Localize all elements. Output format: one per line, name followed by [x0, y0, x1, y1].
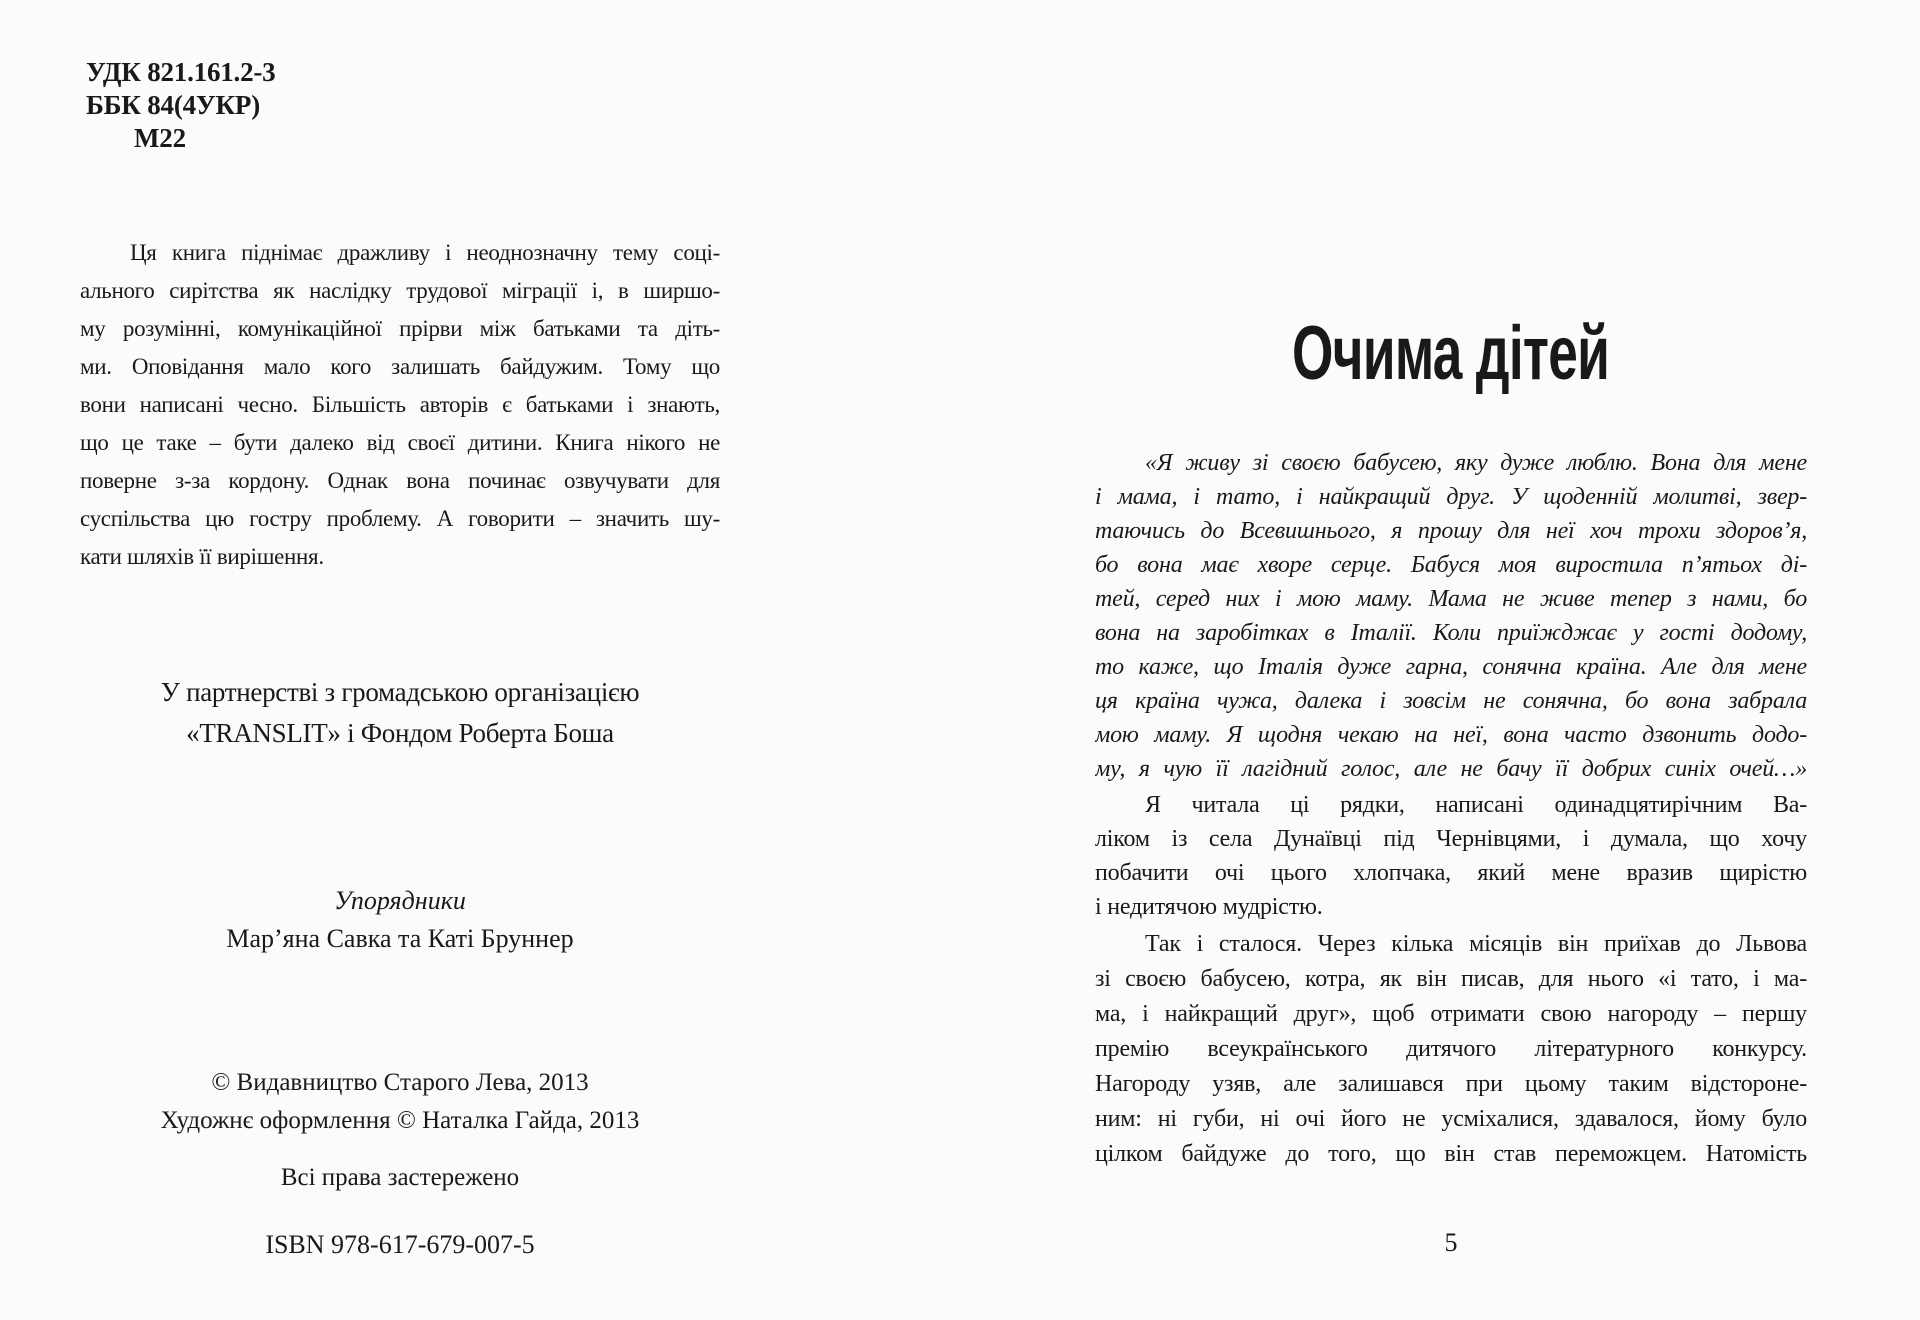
text-line: зі своєю бабусею, котра, як він писав, для нього «і тато, і ма-: [1095, 966, 1807, 992]
text-line: ліком із села Дунаївці під Чернівцями, і думала, що хочу: [1095, 826, 1807, 852]
text-line: тей, серед них і мою маму. Мама не живе тепер з нами, бо: [1095, 586, 1807, 612]
epigraph-quote-paragraph: [1095, 446, 1807, 786]
design-copyright: Художнє оформлення © Наталка Гайда, 2013: [160, 1107, 640, 1134]
text-line: і мама, і тато, і найкращий друг. У щоденній молитві, звер-: [1095, 484, 1807, 510]
text-line: «Я живу зі своєю бабусею, яку дуже люблю. Вона для мене: [1145, 450, 1807, 476]
text-line: і недитячою мудрістю.: [1095, 894, 1323, 920]
annotation-paragraph: [80, 234, 720, 576]
partnership-line: У партнерстві з громадською організацією: [160, 677, 640, 707]
text-line: му розумінні, комунікаційної прірви між батьками та діть-: [80, 316, 720, 341]
udk-code: УДК 821.161.2-3: [86, 57, 276, 87]
partnership-line: «TRANSLIT» і Фондом Роберта Боша: [186, 718, 614, 748]
text-line: Ця книга піднімає дражливу і неоднозначну тему соці-: [130, 240, 720, 265]
text-line: бо вона має хворе серце. Бабуся моя виростила п’ятьох ді-: [1095, 552, 1807, 578]
text-line: Я читала ці рядки, написані одинадцятирічним Ва-: [1145, 792, 1807, 818]
text-line: ця країна чужа, далека і зовсім не сонячна, бо вона забрала: [1095, 688, 1807, 714]
compilers-role-label: Упорядники: [334, 886, 466, 915]
text-line: вона на заробітках в Італії. Коли приїжджає у гості додому,: [1095, 620, 1807, 646]
text-line: му, я чую її лагідний голос, але не бачу її добрих синіх очей…»: [1095, 756, 1807, 782]
text-line: суспільства цю гостру проблему. А говорити – значить шу-: [80, 506, 720, 531]
copyright-block: [80, 1064, 720, 1140]
bbk-code: ББК 84(4УКР): [86, 90, 260, 120]
text-line: Так і сталося. Через кілька місяців він приїхав до Львова: [1145, 931, 1807, 957]
text-line: ним: ні губи, ні очі його не усміхалися, здавалося, йому було: [1095, 1106, 1807, 1132]
catalog-codes-block: [86, 56, 275, 155]
text-line: ми. Оповідання мало кого залишать байдужим. Тому що: [80, 354, 720, 379]
page-number: 5: [1444, 1228, 1458, 1257]
text-line: ального сирітства як наслідку трудової міграції і, в ширшо-: [80, 278, 720, 303]
chapter-title: [1095, 311, 1807, 396]
text-line: Нагороду узяв, але залишався при цьому таким відстороне-: [1095, 1071, 1807, 1097]
text-line: то каже, що Італія дуже гарна, сонячна країна. Але для мене: [1095, 654, 1807, 680]
text-line: побачити очі цього хлопчака, який мене вразив щирістю: [1095, 860, 1807, 886]
text-line: поверне з-за кордону. Однак вона починає озвучувати для: [80, 468, 720, 493]
text-line: таючись до Всевишнього, я прошу для неї хоч трохи здоров’я,: [1095, 518, 1807, 544]
compilers-names: Мар’яна Савка та Каті Бруннер: [226, 924, 574, 953]
text-line: ма, і найкращий друг», щоб отримати свою нагороду – першу: [1095, 1001, 1807, 1027]
body-paragraph: [1095, 788, 1807, 924]
text-line: мою маму. Я щодня чекаю на неї, вона часто дзвонить додо-: [1095, 722, 1807, 748]
body-paragraph: [1095, 927, 1807, 1172]
rights-reserved-note: Всі права застережено: [280, 1164, 520, 1191]
text-line: премію всеукраїнського дитячого літературного конкурсу.: [1095, 1036, 1807, 1062]
isbn-number: ISBN 978-617-679-007-5: [265, 1230, 535, 1259]
text-line: вони написані чесно. Більшість авторів є батьками і знають,: [80, 392, 720, 417]
text-line: що це таке – бути далеко від своєї дитини. Книга нікого не: [80, 430, 720, 455]
compilers-block: [80, 882, 720, 958]
publisher-copyright: © Видавництво Старого Лева, 2013: [211, 1069, 589, 1096]
chapter-title-text: Очима дітей: [1292, 311, 1610, 396]
text-line: цілком байдуже до того, що він став переможцем. Натомість: [1095, 1141, 1807, 1167]
partnership-note: [80, 672, 720, 754]
text-line: кати шляхів її вирішення.: [80, 544, 324, 569]
author-sign-code: М22: [134, 123, 186, 153]
